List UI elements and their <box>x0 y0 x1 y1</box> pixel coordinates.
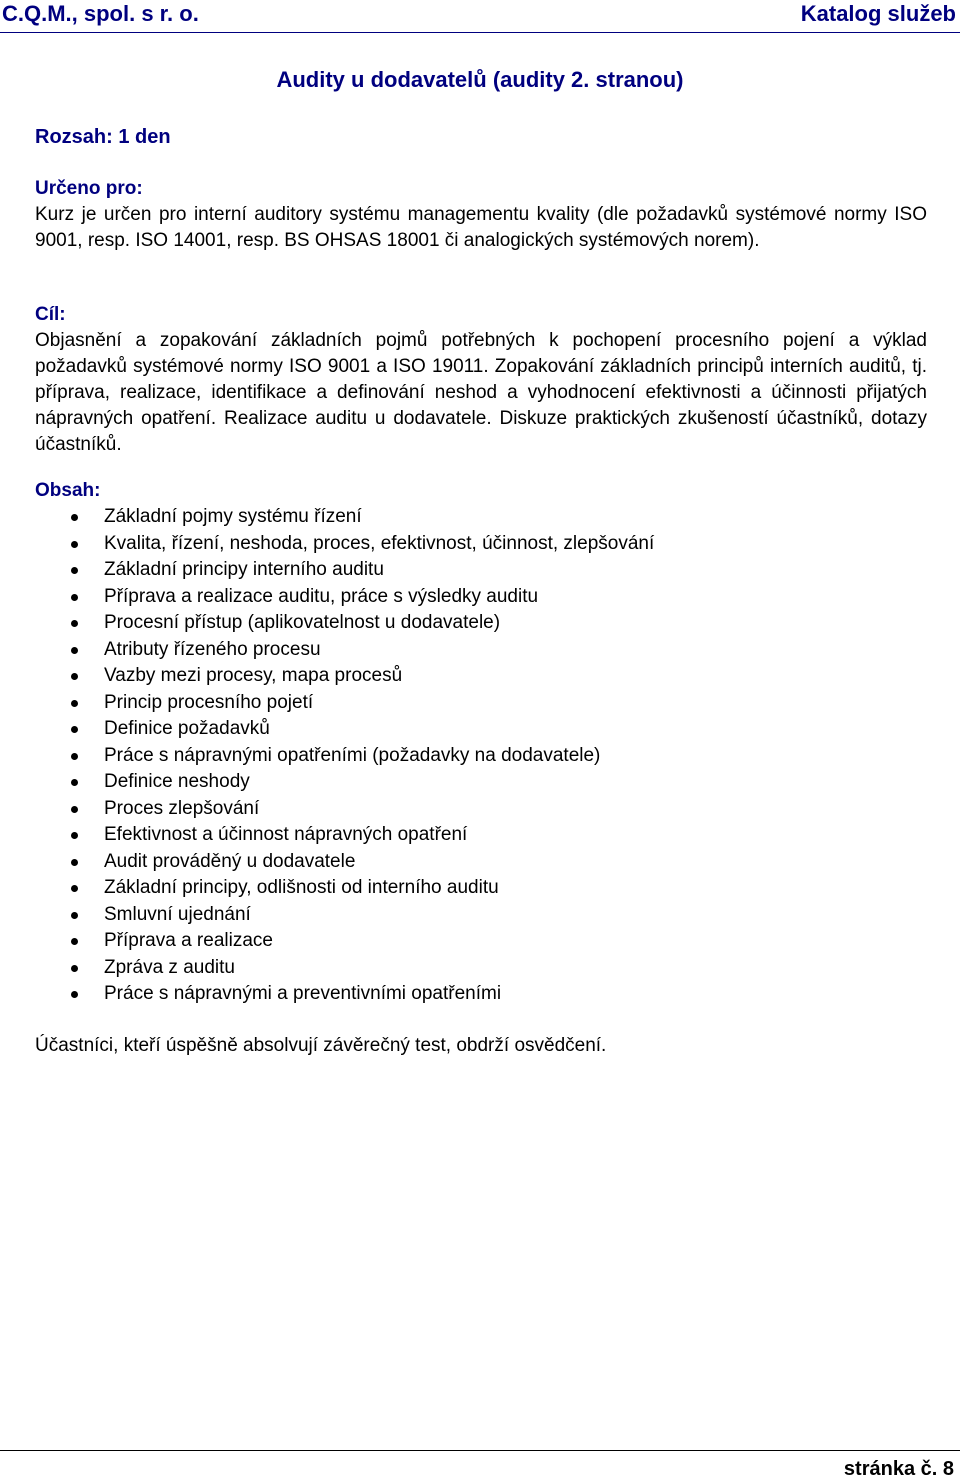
list-item-label: Práce s nápravnými a preventivními opatřeními <box>104 983 502 1004</box>
bullet-icon <box>71 965 78 972</box>
course-duration: Rozsah: 1 den <box>35 126 171 148</box>
content-section <box>35 478 927 1008</box>
bullet-icon <box>71 832 78 839</box>
list-item-label: Atributy řízeného procesu <box>104 638 321 660</box>
list-item-label: Definice neshody <box>104 771 250 792</box>
list-item <box>35 690 927 717</box>
list-item <box>35 981 927 1008</box>
bullet-icon <box>71 700 78 707</box>
list-item <box>35 637 927 664</box>
footer-divider <box>0 1450 960 1451</box>
list-item-label: Práce s nápravnými opatřeními (požadavky na dodavatele) <box>104 744 601 766</box>
list-item-label: Příprava a realizace auditu, práce s výsledky auditu <box>104 585 539 607</box>
list-item-label: Smluvní ujednání <box>104 903 251 925</box>
page-header <box>0 0 960 30</box>
list-item-label: Procesní přístup (aplikovatelnost u dodavatele) <box>104 612 501 633</box>
target-text: Kurz je určen pro interní auditory systému managementu kvality (dle požadavků systémové normy ISO 9001, resp. ISO 14001, resp. BS OHSAS 18001 či analogických systémových norem). <box>35 204 927 251</box>
list-item <box>35 849 927 876</box>
target-heading: Určeno pro: <box>35 178 143 199</box>
list-item <box>35 769 927 796</box>
content-heading: Obsah: <box>35 480 101 501</box>
goal-text: Objasnění a zopakování základních pojmů potřebných k pochopení procesního pojení a výklad požadavků systémové normy ISO 9001 a ISO 19011. Zopakování základních principů interních auditů, tj. příprava, realizace, identifikace a definování neshod a vyhodnocení efektivnosti a účinnosti přijatých nápravných opatření. Realizace auditu u dodavatele. Diskuze praktických zkušeností účastníků, dotazy účastníků. <box>35 330 927 455</box>
list-item-label: Princip procesního pojetí <box>104 691 314 713</box>
bullet-icon <box>71 753 78 760</box>
list-item <box>35 531 927 558</box>
company-name: C.Q.M., spol. s r. o. <box>2 1 199 26</box>
list-item <box>35 557 927 584</box>
bullet-icon <box>71 541 78 548</box>
list-item-label: Základní pojmy systému řízení <box>104 506 362 527</box>
page-number: stránka č. 8 <box>843 1458 954 1480</box>
bullet-icon <box>71 991 78 998</box>
list-item <box>35 955 927 982</box>
list-item <box>35 743 927 770</box>
list-item-label: Proces zlepšování <box>104 797 260 819</box>
bullet-icon <box>71 779 78 786</box>
bullet-icon <box>71 673 78 680</box>
catalog-label: Katalog služeb <box>800 1 956 26</box>
list-item <box>35 822 927 849</box>
list-item-label: Definice požadavků <box>104 718 270 739</box>
list-item <box>35 902 927 929</box>
list-item <box>35 928 927 955</box>
list-item-label: Kvalita, řízení, neshoda, proces, efektivnost, účinnost, zlepšování <box>104 532 655 554</box>
list-item <box>35 610 927 637</box>
list-item <box>35 663 927 690</box>
list-item <box>35 796 927 823</box>
bullet-icon <box>71 514 78 521</box>
list-item <box>35 875 927 902</box>
goal-heading: Cíl: <box>35 304 66 325</box>
bullet-icon <box>71 912 78 919</box>
list-item-label: Audit prováděný u dodavatele <box>104 850 356 872</box>
list-item <box>35 716 927 743</box>
bullet-icon <box>71 859 78 866</box>
topic-list <box>35 504 927 1008</box>
bullet-icon <box>71 938 78 945</box>
list-item <box>35 504 927 531</box>
bullet-icon <box>71 885 78 892</box>
list-item-label: Základní principy, odlišnosti od interního auditu <box>104 877 499 898</box>
bullet-icon <box>71 620 78 627</box>
list-item <box>35 584 927 611</box>
goal-section <box>35 302 927 458</box>
list-item-label: Příprava a realizace <box>104 930 273 951</box>
page-title: Audity u dodavatelů (audity 2. stranou) <box>276 67 684 92</box>
bullet-icon <box>71 647 78 654</box>
list-item-label: Vazby mezi procesy, mapa procesů <box>104 665 403 686</box>
list-item-label: Základní principy interního auditu <box>104 559 384 580</box>
bullet-icon <box>71 594 78 601</box>
final-note: Účastníci, kteří úspěšně absolvují závěrečný test, obdrží osvědčení. <box>35 1035 607 1056</box>
target-section <box>35 176 927 254</box>
bullet-icon <box>71 806 78 813</box>
list-item-label: Zpráva z auditu <box>104 956 235 978</box>
header-divider <box>0 32 960 33</box>
bullet-icon <box>71 726 78 733</box>
bullet-icon <box>71 567 78 574</box>
list-item-label: Efektivnost a účinnost nápravných opatření <box>104 824 468 845</box>
